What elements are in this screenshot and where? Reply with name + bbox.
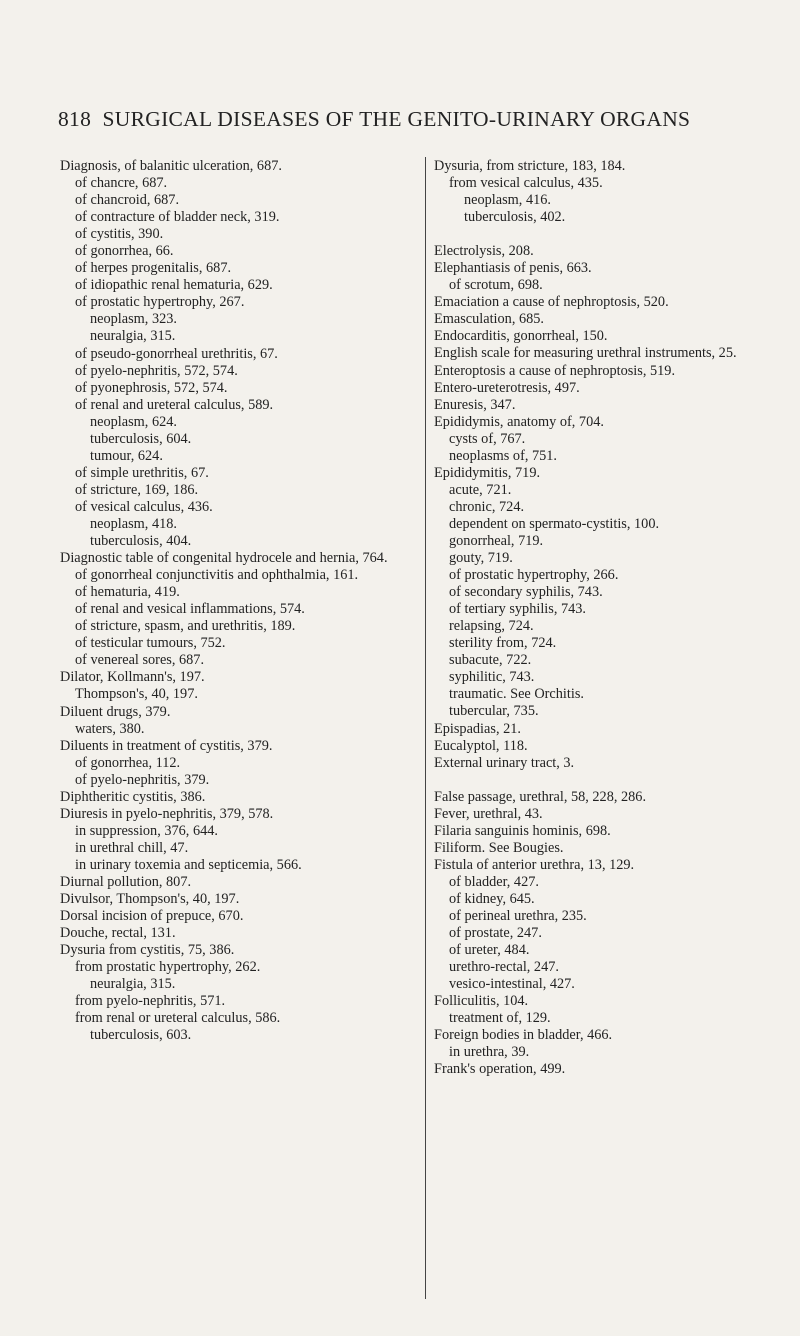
- index-subentry: tuberculosis, 404.: [90, 533, 192, 550]
- index-subentry: syphilitic, 743.: [449, 669, 535, 686]
- index-entry: External urinary tract, 3.: [434, 754, 575, 771]
- index-entry: Diluents in treatment of cystitis, 379.: [60, 737, 273, 754]
- index-entry: Emasculation, 685.: [434, 311, 544, 328]
- index-subentry: acute, 721.: [449, 481, 512, 498]
- index-subentry: of gonorrhea, 112.: [75, 754, 181, 771]
- index-subentry: of kidney, 645.: [449, 890, 535, 907]
- index-subentry: of renal and vesical inflammations, 574.: [75, 601, 305, 618]
- index-entry: Enuresis, 347.: [434, 396, 516, 413]
- index-entry: Dysuria, from stricture, 183, 184.: [434, 158, 626, 174]
- index-subentry: of ureter, 484.: [449, 942, 530, 959]
- running-header: [58, 107, 758, 132]
- index-gap: [434, 772, 784, 789]
- index-entry: False passage, urethral, 58, 228, 286.: [434, 788, 647, 805]
- index-entry: Dilator, Kollmann's, 197.: [60, 669, 205, 686]
- index-subentry: tuberculosis, 604.: [90, 430, 192, 447]
- index-subentry: of renal and ureteral calculus, 589.: [75, 396, 274, 413]
- index-entry: Fistula of anterior urethra, 13, 129.: [434, 856, 635, 873]
- index-subentry: of pseudo-gonorrheal urethritis, 67.: [75, 345, 278, 362]
- index-subentry: of stricture, 169, 186.: [75, 481, 199, 498]
- index-entry: Douche, rectal, 131.: [60, 925, 176, 942]
- index-subentry: treatment of, 129.: [449, 1010, 551, 1027]
- index-entry: English scale for measuring urethral instruments, 25.: [434, 345, 737, 362]
- index-subentry: of vesical calculus, 436.: [75, 498, 213, 515]
- index-subentry: Thompson's, 40, 197.: [75, 686, 198, 703]
- index-subentry: of pyelo-nephritis, 379.: [75, 771, 210, 788]
- index-entry: Epididymitis, 719.: [434, 464, 541, 481]
- index-subentry: tumour, 624.: [90, 447, 163, 464]
- index-subentry: in urethra, 39.: [449, 1044, 530, 1061]
- index-entry: Diagnostic table of congenital hydrocele and hernia, 764.: [60, 550, 388, 567]
- index-entry: Filiform. See Bougies.: [434, 839, 564, 856]
- index-subentry: of secondary syphilis, 743.: [449, 584, 603, 601]
- index-subentry: tuberculosis, 603.: [90, 1027, 192, 1044]
- index-subentry: neoplasm, 418.: [90, 515, 177, 532]
- index-entry: Endocarditis, gonorrheal, 150.: [434, 328, 608, 345]
- index-subentry: in urinary toxemia and septicemia, 566.: [75, 856, 302, 873]
- index-subentry: neoplasm, 323.: [90, 311, 177, 328]
- index-subentry: from renal or ureteral calculus, 586.: [75, 1010, 281, 1027]
- index-subentry: of herpes progenitalis, 687.: [75, 260, 232, 277]
- index-entry: Diuresis in pyelo-nephritis, 379, 578.: [60, 805, 274, 822]
- index-subentry: from vesical calculus, 435.: [449, 175, 603, 192]
- index-subentry: neuralgia, 315.: [90, 328, 176, 345]
- index-subentry: gonorrheal, 719.: [449, 532, 544, 549]
- index-entry: Dorsal incision of prepuce, 670.: [60, 908, 244, 925]
- index-subentry: of chancre, 687.: [75, 175, 168, 192]
- index-subentry: of bladder, 427.: [449, 873, 539, 890]
- index-subentry: of prostatic hypertrophy, 266.: [449, 567, 619, 584]
- index-subentry: of pyelo-nephritis, 572, 574.: [75, 362, 238, 379]
- index-subentry: neoplasm, 624.: [90, 413, 177, 430]
- index-subentry: of scrotum, 698.: [449, 277, 543, 294]
- index-subentry: in urethral chill, 47.: [75, 839, 189, 856]
- index-subentry: relapsing, 724.: [449, 618, 534, 635]
- index-entry: Diagnosis, of balanitic ulceration, 687.: [60, 158, 282, 174]
- index-entry: Entero-ureterotresis, 497.: [434, 379, 580, 396]
- index-entry: Enteroptosis a cause of nephroptosis, 519.: [434, 362, 676, 379]
- index-entry: Folliculitis, 104.: [434, 993, 529, 1010]
- index-subentry: of pyonephrosis, 572, 574.: [75, 379, 228, 396]
- index-subentry: of perineal urethra, 235.: [449, 907, 587, 924]
- index-subentry: dependent on spermato-cystitis, 100.: [449, 515, 660, 532]
- index-column-right: [434, 158, 784, 1078]
- index-subentry: urethro-rectal, 247.: [449, 959, 559, 976]
- index-entry: Divulsor, Thompson's, 40, 197.: [60, 891, 240, 908]
- index-subentry: vesico-intestinal, 427.: [449, 976, 575, 993]
- index-subentry: of prostatic hypertrophy, 267.: [75, 294, 245, 311]
- index-subentry: cysts of, 767.: [449, 430, 526, 447]
- index-entry: Foreign bodies in bladder, 466.: [434, 1027, 613, 1044]
- index-entry: Epididymis, anatomy of, 704.: [434, 413, 604, 430]
- page-title: SURGICAL DISEASES OF THE GENITO-URINARY ORGANS: [102, 107, 691, 131]
- index-column-left: [60, 158, 410, 1044]
- index-entry: Elephantiasis of penis, 663.: [434, 260, 592, 277]
- index-entry: Diurnal pollution, 807.: [60, 873, 192, 890]
- index-entry: Epispadias, 21.: [434, 720, 521, 737]
- index-subentry: traumatic. See Orchitis.: [449, 686, 584, 703]
- index-subentry: neuralgia, 315.: [90, 976, 176, 993]
- index-subentry: from pyelo-nephritis, 571.: [75, 993, 226, 1010]
- index-entry: Diphtheritic cystitis, 386.: [60, 788, 206, 805]
- index-subentry: of testicular tumours, 752.: [75, 635, 226, 652]
- index-subentry: waters, 380.: [75, 720, 145, 737]
- index-subentry: of chancroid, 687.: [75, 192, 180, 209]
- index-subentry: of venereal sores, 687.: [75, 652, 205, 669]
- index-entry: Frank's operation, 499.: [434, 1061, 566, 1078]
- index-entry: Eucalyptol, 118.: [434, 737, 528, 754]
- index-subentry: tuberculosis, 402.: [464, 209, 566, 226]
- index-subentry: of gonorrheal conjunctivitis and ophthalmia, 161.: [75, 567, 359, 584]
- index-entry: Electrolysis, 208.: [434, 243, 534, 260]
- column-divider: [425, 157, 426, 1299]
- index-subentry: of prostate, 247.: [449, 925, 542, 942]
- index-subentry: gouty, 719.: [449, 550, 513, 567]
- index-subentry: of gonorrhea, 66.: [75, 243, 174, 260]
- index-subentry: of hematuria, 419.: [75, 584, 180, 601]
- index-entry: Diluent drugs, 379.: [60, 703, 171, 720]
- index-gap: [434, 226, 784, 243]
- index-subentry: tubercular, 735.: [449, 703, 539, 720]
- index-subentry: chronic, 724.: [449, 498, 525, 515]
- index-subentry: in suppression, 376, 644.: [75, 822, 218, 839]
- index-subentry: of stricture, spasm, and urethritis, 189.: [75, 618, 296, 635]
- index-subentry: of cystitis, 390.: [75, 226, 164, 243]
- index-subentry: of tertiary syphilis, 743.: [449, 601, 586, 618]
- index-subentry: of idiopathic renal hematuria, 629.: [75, 277, 273, 294]
- index-entry: Filaria sanguinis hominis, 698.: [434, 822, 611, 839]
- index-subentry: of simple urethritis, 67.: [75, 464, 209, 481]
- index-subentry: from prostatic hypertrophy, 262.: [75, 959, 261, 976]
- page-number: 818: [58, 107, 92, 131]
- index-subentry: neoplasms of, 751.: [449, 447, 558, 464]
- index-entry: Emaciation a cause of nephroptosis, 520.: [434, 294, 669, 311]
- index-subentry: subacute, 722.: [449, 652, 532, 669]
- index-subentry: of contracture of bladder neck, 319.: [75, 209, 280, 226]
- index-subentry: sterility from, 724.: [449, 635, 557, 652]
- index-entry: Fever, urethral, 43.: [434, 805, 543, 822]
- index-subentry: neoplasm, 416.: [464, 192, 551, 209]
- index-entry: Dysuria from cystitis, 75, 386.: [60, 942, 235, 959]
